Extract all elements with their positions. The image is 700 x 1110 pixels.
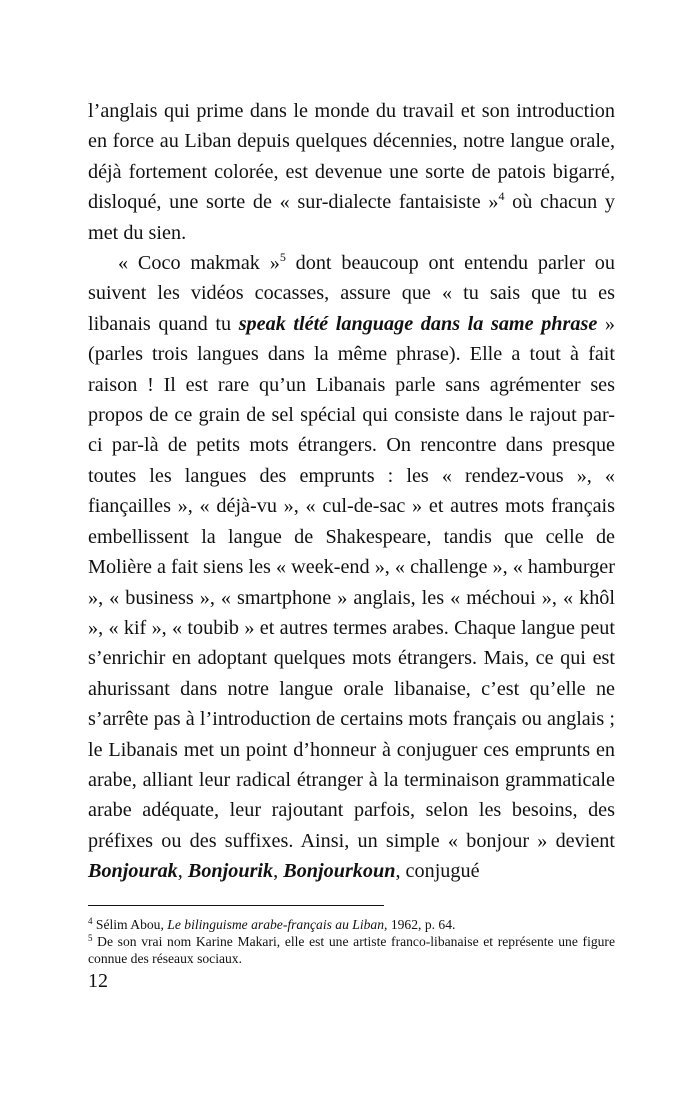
body-paragraph-2: [88, 248, 615, 887]
page: [88, 96, 615, 993]
footnote-4-title: Le bilinguisme arabe-français au Liban: [167, 916, 385, 932]
p2-text-3: » (parles trois langues dans la même phrase). Elle a tout à fait raison ! Il est rare qu’un Libanais parle sans agrémenter ses propos de ce grain de sel spécial qui consiste dans le rajout par-ci par-là de petits mots étrangers. On rencontre dans presque toutes les langues des emprunts : les « rendez-vous », « fiançailles », « déjà-vu », « cul-de-sac » et autres mots français embellissent la langue de Shakespeare, tandis que celle de Molière a fait siens les « week-end », « challenge », « hamburger », « business », « smartphone » anglais, les « méchoui », « khôl », « kif », « toubib » et autres termes arabes. Chaque langue peut s’enrichir en adoptant quelques mots étrangers. Mais, ce qui est ahurissant dans notre langue orale libanaise, c’est qu’elle ne s’arrête pas à l’introduction de certains mots français ou anglais ; le Libanais met un point d’honneur à conjuguer ces emprunts en arabe, alliant leur radical étranger à la terminaison grammaticale arabe adéquate, leur rajoutant parfois, selon les besoins, des préfixes ou des suffixes. Ainsi, un simple « bonjour » devient: [88, 312, 616, 852]
emphasis-bonjourkoun: Bonjourkoun: [283, 860, 396, 883]
p2-text-2: dont beaucoup ont entendu parler ou suivent les vidéos cocasses, assure que « tu sais que tu es libanais quand tu: [88, 252, 615, 335]
footnote-divider: [88, 905, 384, 906]
emphasis-bonjourak: Bonjourak: [88, 860, 178, 883]
footnote-ref-5: 5: [279, 250, 286, 265]
p2-sep-1: ,: [177, 860, 188, 883]
p2-text-1: « Coco makmak »: [118, 252, 280, 275]
footnote-5-text: De son vrai nom Karine Makari, elle est une artiste franco-libanaise et représente une figure connue des réseaux sociaux.: [88, 933, 615, 966]
footnote-5-number: 5: [88, 932, 93, 943]
footnote-5: [88, 933, 615, 967]
p2-text-4: , conjugué: [395, 860, 480, 883]
p1-text: l’anglais qui prime dans le monde du travail et son introduction en force au Liban depuis quelques décennies, notre langue orale, déjà fortement colorée, est devenue une sorte de patois bigarré, disloqué, une sorte de « sur-dialecte fantaisiste »: [88, 100, 615, 214]
footnote-ref-4: 4: [498, 189, 505, 204]
footnote-4: [88, 916, 615, 933]
emphasis-quote: speak tlété language dans la same phrase: [238, 312, 598, 335]
footnote-4-number: 4: [88, 915, 93, 926]
page-number: 12: [88, 969, 108, 992]
footnote-4-pre: Sélim Abou,: [92, 916, 168, 932]
p1-text-end: où chacun y met du sien.: [88, 191, 615, 244]
footnote-4-post: , 1962, p. 64.: [384, 916, 456, 932]
body-paragraph-1: [88, 96, 615, 248]
p2-sep-2: ,: [273, 860, 284, 883]
emphasis-bonjourik: Bonjourik: [187, 860, 274, 883]
